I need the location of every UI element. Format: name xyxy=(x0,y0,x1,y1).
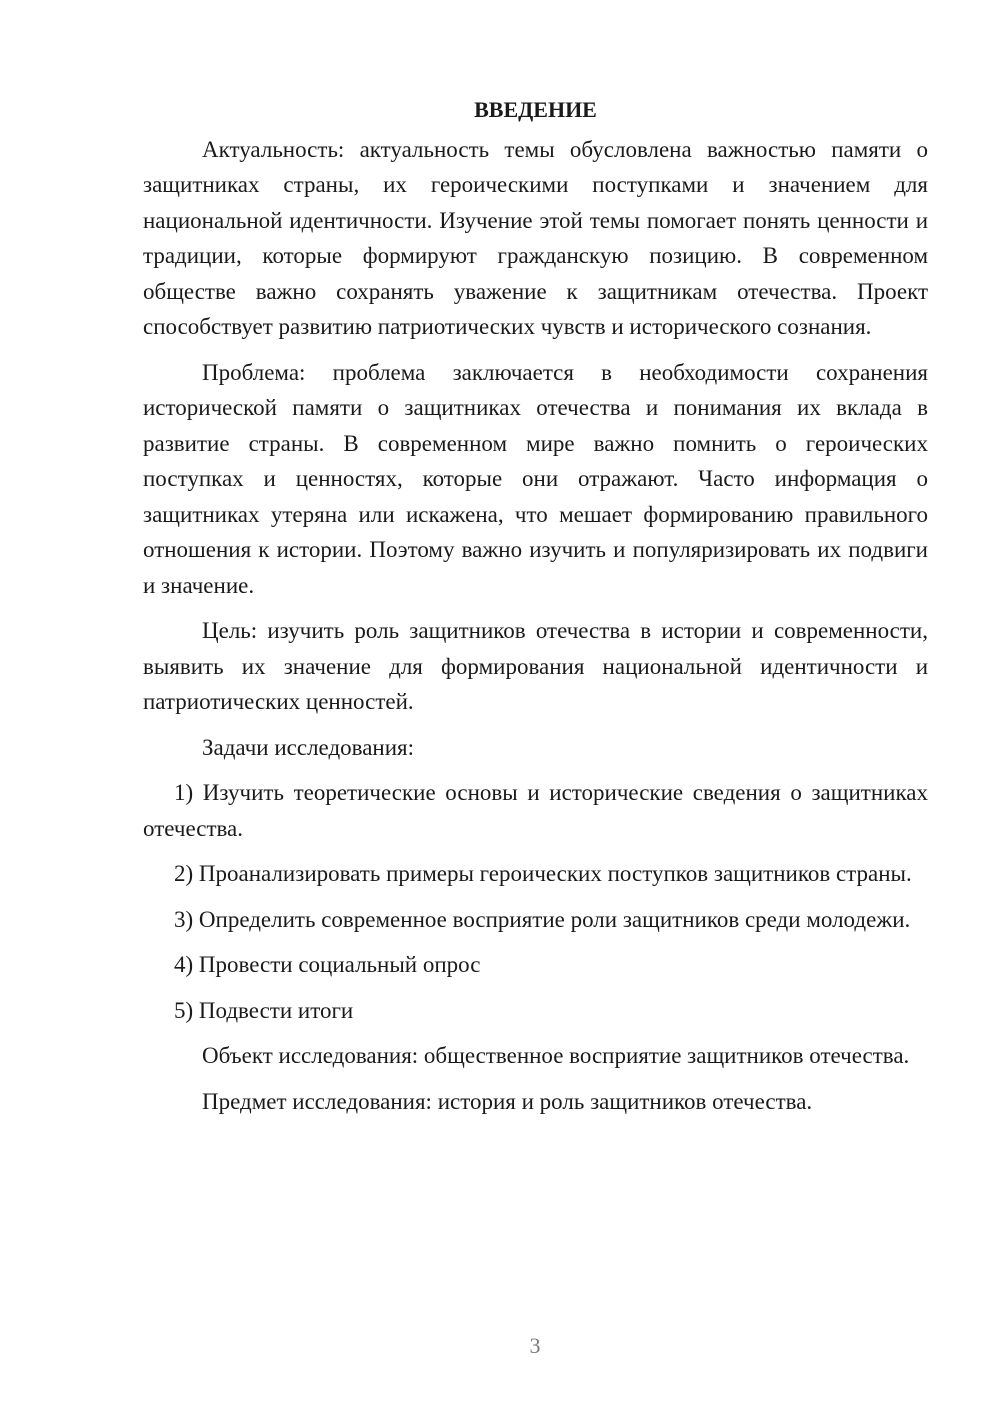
relevance-paragraph: Актуальность: актуальность темы обусловлена важностью памяти о защитниках страны, их героическими поступками и значением для национальной идентичности. Изучение этой темы помогает понять ценности и традиции, которые формируют гражданскую позицию. В современном обществе важно сохранять уважение к защитникам отечества. Проект способствует развитию патриотических чувств и исторического сознания. xyxy=(143,136,928,339)
page-number: 3 xyxy=(529,1333,541,1358)
task-item: 3) Определить современное восприятие роли защитников среди молодежи. xyxy=(174,906,911,932)
task-item: 2) Проанализировать примеры героических поступков защитников страны. xyxy=(174,861,912,886)
document-page xyxy=(143,92,928,1129)
task-item: 5) Подвести итоги xyxy=(174,997,354,1023)
section-title: ВВЕДЕНИЕ xyxy=(474,97,597,122)
goal-paragraph: Цель: изучить роль защитников отечества в истории и современности, выявить их значение для формирования национальной идентичности и патриотических ценностей. xyxy=(143,618,928,714)
research-object-paragraph: Объект исследования: общественное восприятие защитников отечества. xyxy=(202,1043,910,1068)
task-item: 1) Изучить теоретические основы и исторические сведения о защитниках отечества. xyxy=(143,780,928,841)
problem-paragraph: Проблема: проблема заключается в необходимости сохранения исторической памяти о защитниках отечества и понимания их вклада в развитие страны. В современном мире важно помнить о героических поступках и ценностях, которые они отражают. Часто информация о защитниках утеряна или искажена, что мешает формированию правильного отношения к истории. Поэтому важно изучить и популяризировать их подвиги и значение. xyxy=(143,359,928,598)
task-item: 4) Провести социальный опрос xyxy=(174,952,481,977)
tasks-heading: Задачи исследования: xyxy=(202,734,415,760)
research-subject-paragraph: Предмет исследования: история и роль защитников отечества. xyxy=(202,1088,813,1114)
